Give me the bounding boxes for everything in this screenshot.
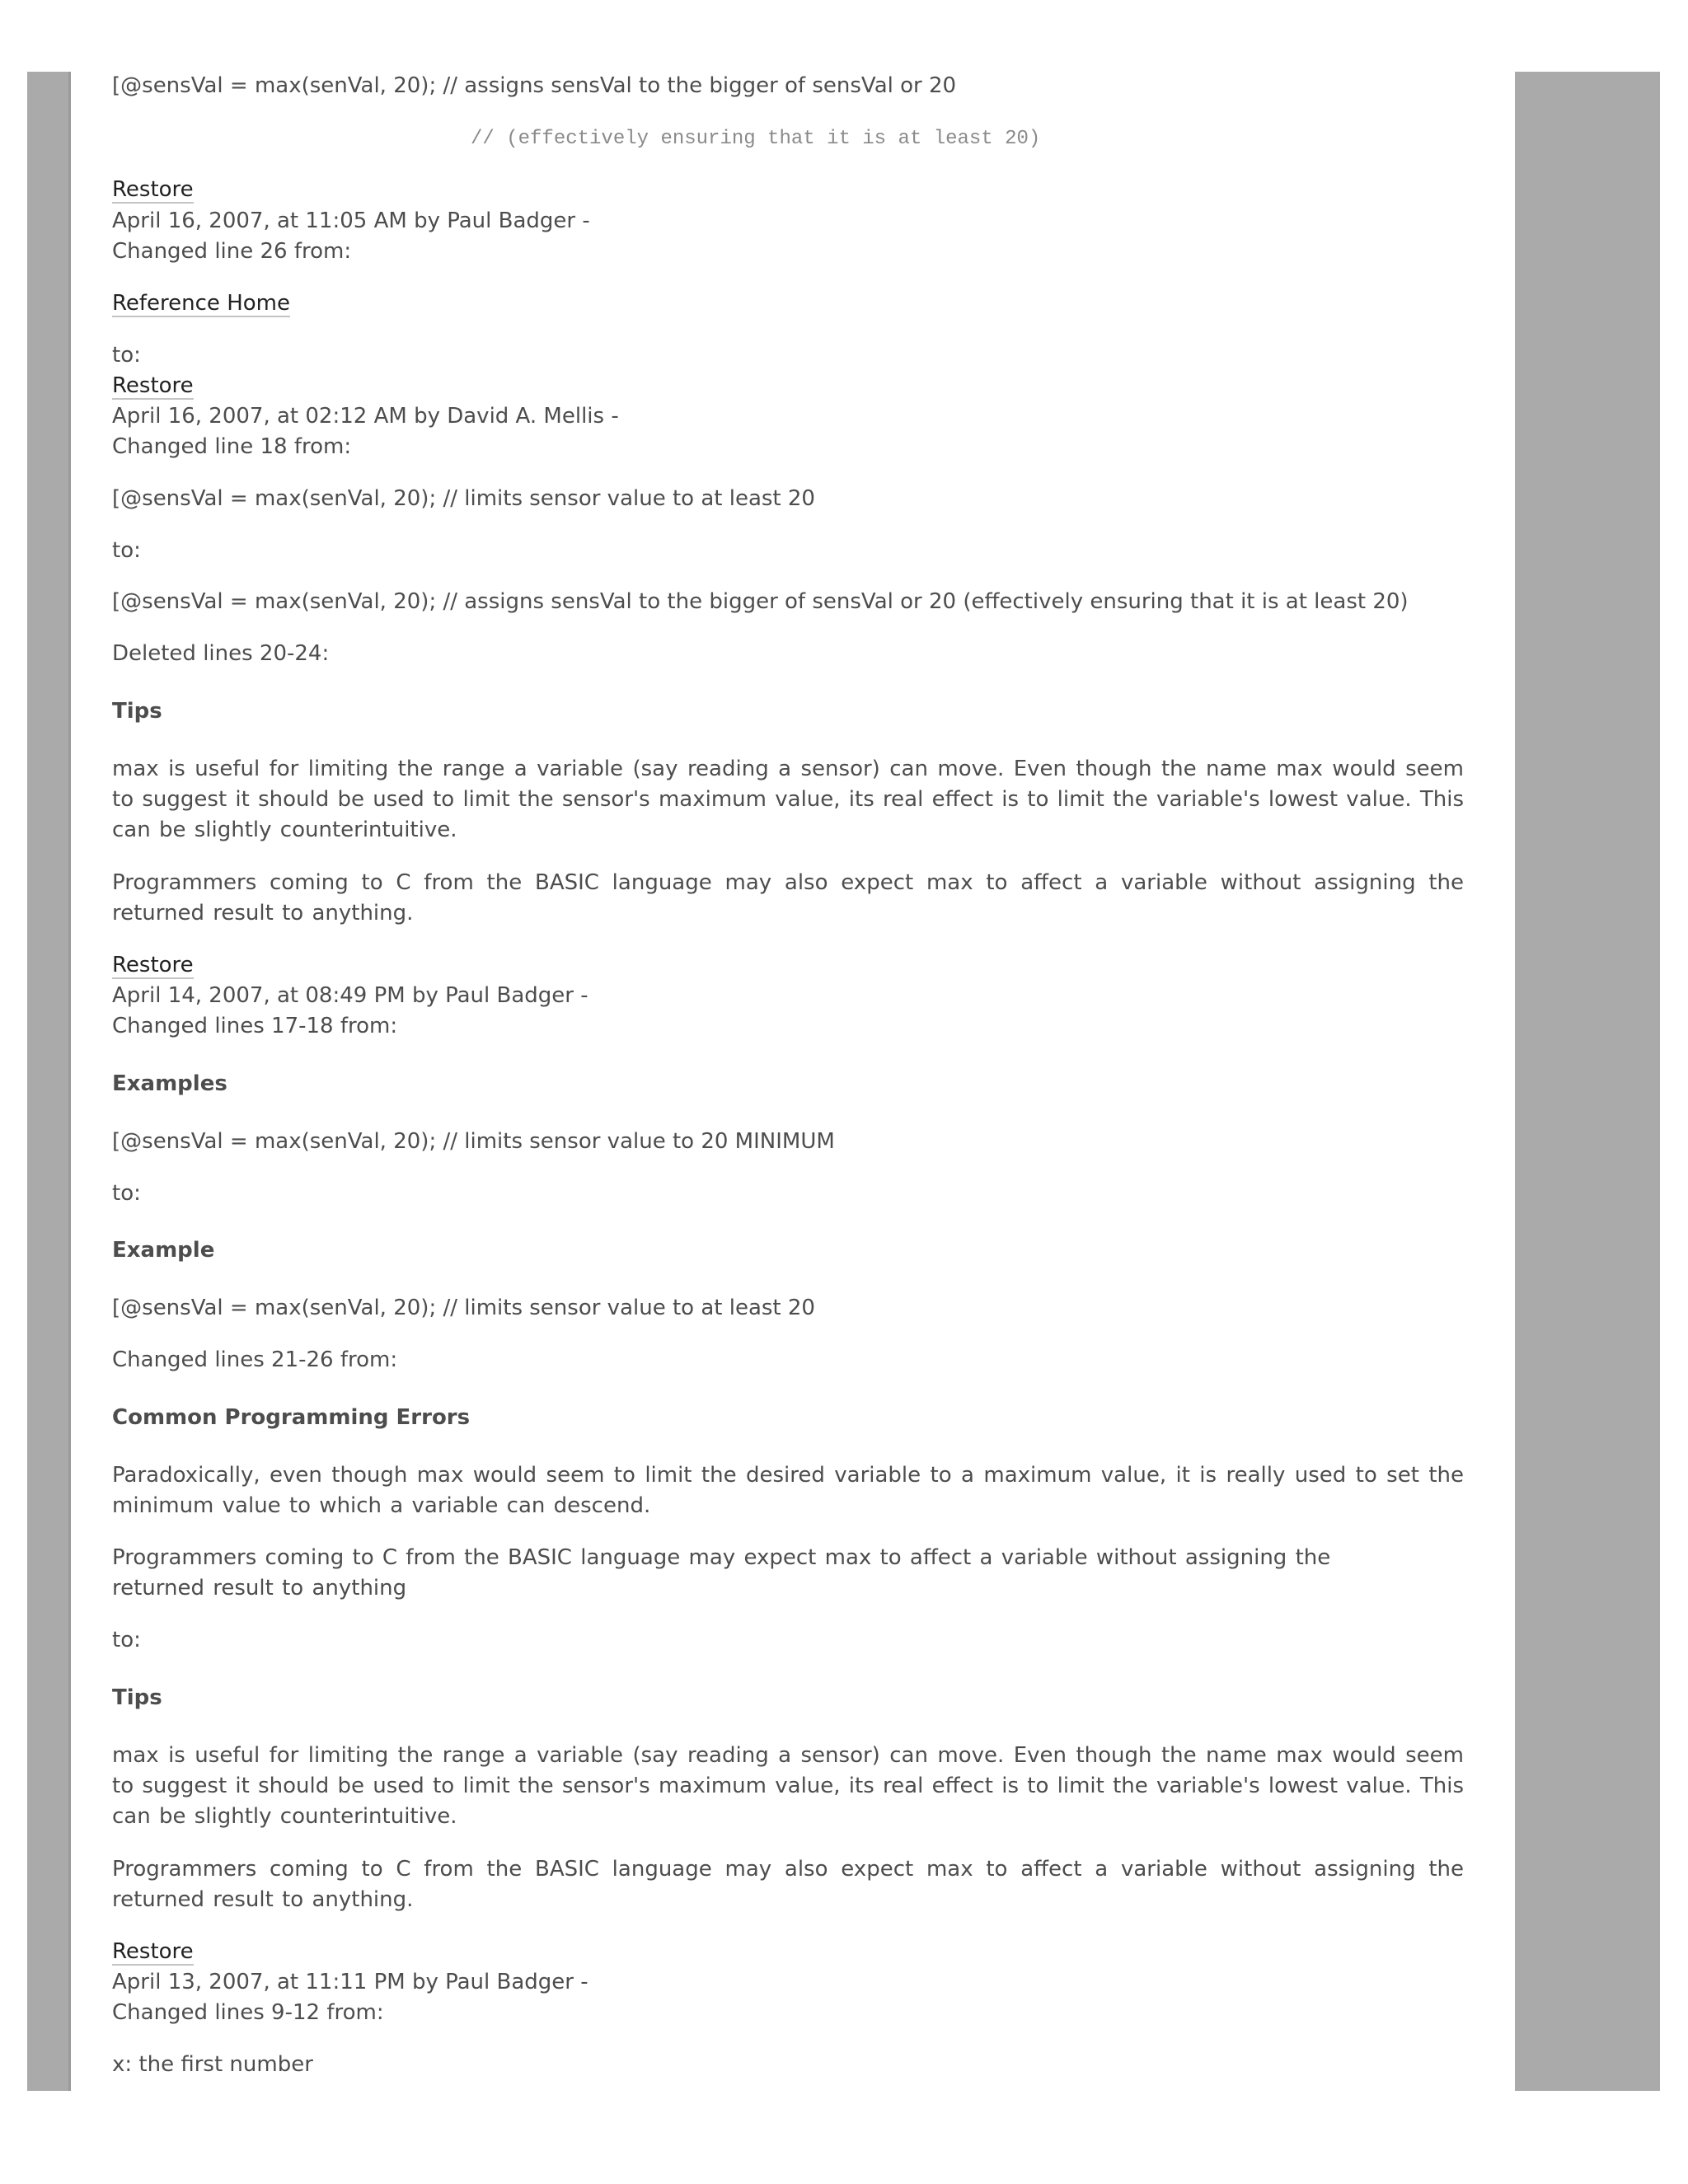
rev1-meta: April 16, 2007, at 11:05 AM by Paul Badger - [112, 209, 590, 233]
rev3-restore-row [112, 950, 194, 981]
top-code-line: [@sensVal = max(senVal, 20); // assigns sensVal to the bigger of sensVal or 20 [112, 73, 957, 98]
rev3-examples-heading: Examples [112, 1071, 227, 1096]
rev2-change: Changed line 18 from: [112, 434, 352, 459]
rev3-example-code: [@sensVal = max(senVal, 20); // limits sensor value to at least 20 [112, 1296, 815, 1320]
rev3-meta: April 14, 2007, at 08:49 PM by Paul Badger - [112, 983, 588, 1008]
rev2-tips-paragraph-1: max is useful for limiting the range a variable (say reading a sensor) can move. Even though the name max would seem to suggest it should be used to limit the sensor's maximum value, its real effect is to limit the variable's lowest value. This can be slightly counterintuitive. [112, 757, 1464, 842]
left-gray-bar [27, 72, 71, 2091]
rev1-from-row [112, 288, 290, 319]
rev4-change: Changed lines 9-12 from: [112, 2000, 384, 2025]
rev3-change-2: Changed lines 21-26 from: [112, 1347, 398, 1372]
rev4-restore-row [112, 1937, 194, 1967]
rev4-param-x: x: the first number [112, 2052, 313, 2077]
rev3-errors-heading: Common Programming Errors [112, 1405, 471, 1430]
rev2-deleted: Deleted lines 20-24: [112, 641, 330, 666]
rev3-to-label-2: to: [112, 1628, 141, 1652]
rev2-to-label: to: [112, 538, 141, 563]
rev2-to-code: [@sensVal = max(senVal, 20); // assigns sensVal to the bigger of sensVal or 20 (effectively ensuring that it is at least 20) [112, 589, 1409, 614]
reference-home-link[interactable]: Reference Home [112, 291, 290, 316]
rev3-to-label-1: to: [112, 1181, 141, 1206]
rev2-meta: April 16, 2007, at 02:12 AM by David A. Mellis - [112, 404, 619, 429]
rev2-from-code: [@sensVal = max(senVal, 20); // limits sensor value to at least 20 [112, 486, 815, 511]
rev3-examples-code: [@sensVal = max(senVal, 20); // limits sensor value to 20 MINIMUM [112, 1129, 835, 1154]
rev1-restore-link[interactable]: Restore [112, 177, 194, 202]
right-gray-bar [1515, 72, 1660, 2091]
rev1-restore-row [112, 175, 194, 205]
rev2-restore-link[interactable]: Restore [112, 373, 194, 398]
rev3-errors-paragraph-1: Paradoxically, even though max would seem to limit the desired variable to a maximum value, it is really used to set the minimum value to which a variable can descend. [112, 1463, 1464, 1518]
rev3-change-1: Changed lines 17-18 from: [112, 1014, 398, 1038]
rev3-tips-paragraph-1: max is useful for limiting the range a variable (say reading a sensor) can move. Even though the name max would seem to suggest it should be used to limit the sensor's maximum value, its real effect is to limit the variable's lowest value. This can be slightly counterintuitive. [112, 1743, 1464, 1829]
rev1-to-label: to: [112, 343, 141, 368]
rev3-tips-heading: Tips [112, 1685, 162, 1710]
rev3-example-heading: Example [112, 1238, 215, 1263]
top-code-comment: // (effectively ensuring that it is at least 20) [471, 128, 1041, 150]
rev2-tips-paragraph-2: Programmers coming to C from the BASIC language may also expect max to affect a variable without assigning the returned result to anything. [112, 870, 1464, 926]
rev1-change: Changed line 26 from: [112, 239, 352, 264]
rev4-restore-link[interactable]: Restore [112, 1939, 194, 1964]
rev4-meta: April 13, 2007, at 11:11 PM by Paul Badger - [112, 1970, 588, 1994]
rev3-errors-paragraph-2: Programmers coming to C from the BASIC language may expect max to affect a variable without assigning the returned result to anything [112, 1545, 1331, 1601]
rev2-restore-row [112, 371, 194, 401]
rev2-tips-heading: Tips [112, 699, 162, 724]
rev3-tips-paragraph-2: Programmers coming to C from the BASIC language may also expect max to affect a variable without assigning the returned result to anything. [112, 1857, 1464, 1912]
rev3-restore-link[interactable]: Restore [112, 953, 194, 977]
